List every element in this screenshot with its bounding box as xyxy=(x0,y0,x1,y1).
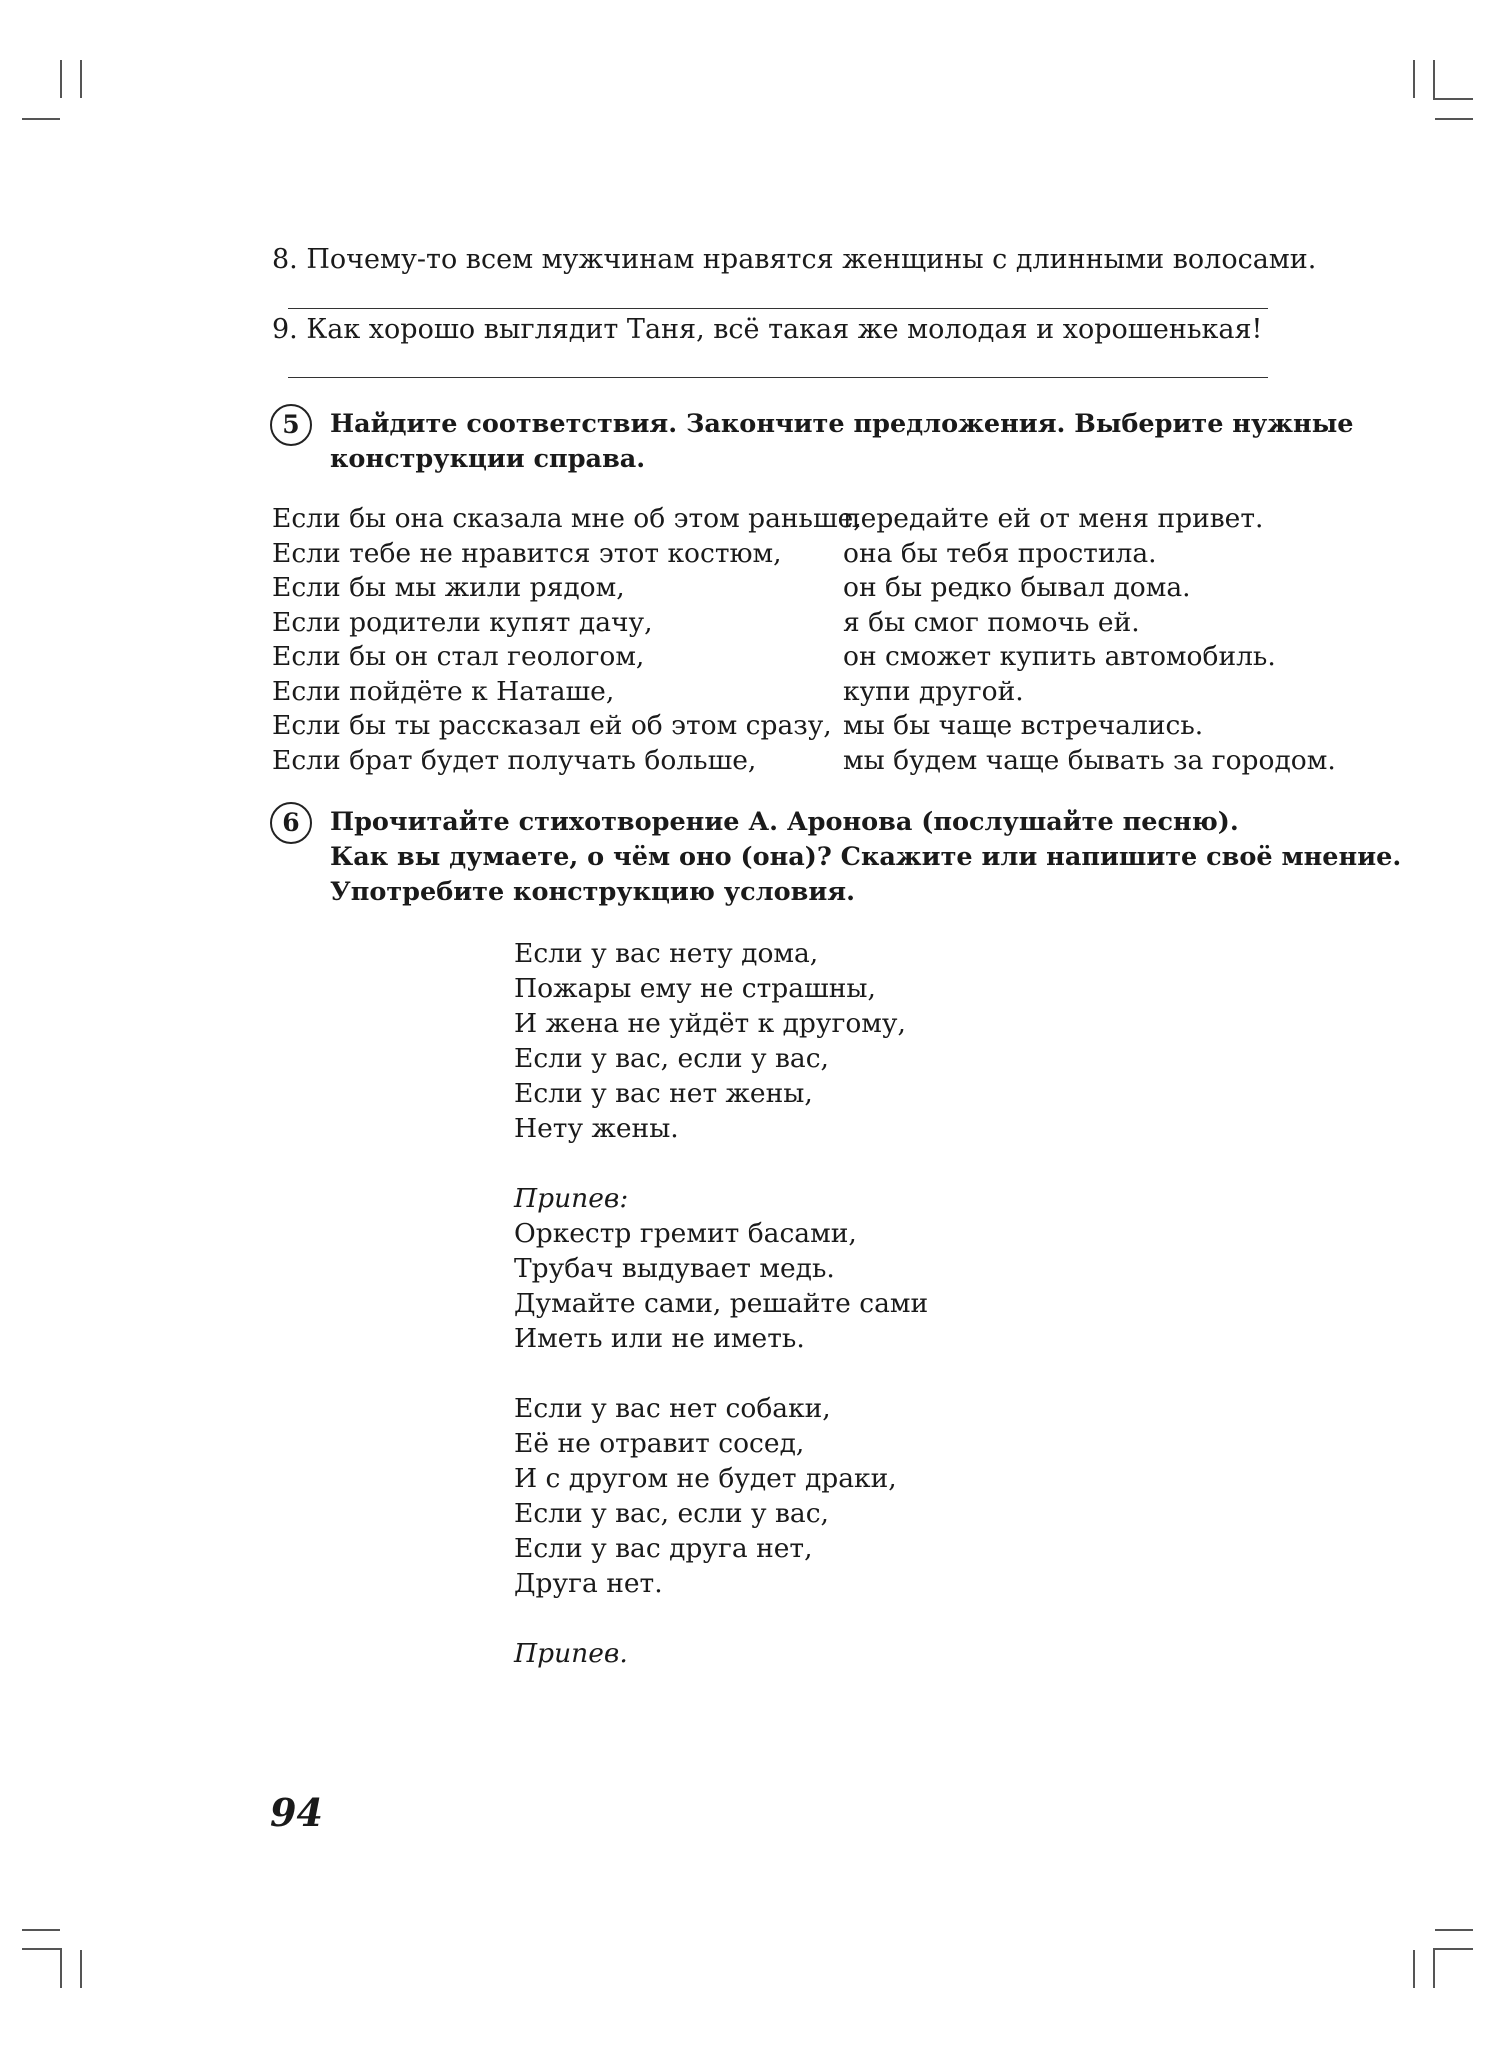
refrain-label: Припев: xyxy=(514,1183,629,1214)
exercise-5-left-column xyxy=(272,502,862,778)
exercise-5-instruction-line: Найдите соответствия. Закончите предложения. Выберите нужные xyxy=(330,409,1354,439)
sentence-start: Если пойдёте к Наташе, xyxy=(272,675,615,707)
sentence-start: Если бы мы жили рядом, xyxy=(272,572,625,603)
poem-line: Оркестр гремит басами, xyxy=(514,1218,857,1249)
poem-line: И с другом не будет драки, xyxy=(514,1463,897,1494)
sentence-start: Если родители купят дачу, xyxy=(272,606,653,638)
poem-line: Трубач выдувает медь. xyxy=(514,1253,835,1284)
poem-refrain-repeat xyxy=(514,1636,928,1671)
poem-line: И жена не уйдёт к другому, xyxy=(514,1008,906,1039)
sentence-start: Если тебе не нравится этот костюм, xyxy=(272,537,782,569)
exercise-5-instruction-line: конструкции справа. xyxy=(330,444,646,474)
refrain-end-label: Припев. xyxy=(514,1638,628,1669)
exercise-6-number-badge: 6 xyxy=(270,802,312,844)
poem-stanza-2 xyxy=(514,1391,928,1601)
sentence-start: Если бы она сказала мне об этом раньше, xyxy=(272,503,862,534)
poem-line: Если у вас нет собаки, xyxy=(514,1393,831,1424)
poem-line: Если у вас, если у вас, xyxy=(514,1043,829,1074)
exercise-6-instruction-line: Употребите конструкцию условия. xyxy=(330,877,855,907)
task-8-answer-line[interactable] xyxy=(288,308,1268,309)
sentence-ending: мы бы чаще встречались. xyxy=(843,710,1204,741)
exercise-5-right-column xyxy=(843,502,1336,778)
sentence-ending: купи другой. xyxy=(843,675,1024,707)
sentence-ending: она бы тебя простила. xyxy=(843,537,1157,569)
task-9-number: 9. xyxy=(272,314,298,345)
sentence-ending: я бы смог помочь ей. xyxy=(843,606,1140,638)
poem-line: Если у вас нету дома, xyxy=(514,938,819,969)
poem-line: Иметь или не иметь. xyxy=(514,1323,805,1354)
sentence-ending: мы будем чаще бывать за городом. xyxy=(843,744,1336,776)
poem-line: Друга нет. xyxy=(514,1568,663,1599)
task-9-answer-line[interactable] xyxy=(288,377,1268,378)
poem-line: Если у вас, если у вас, xyxy=(514,1498,829,1529)
task-8 xyxy=(272,243,1317,277)
task-9 xyxy=(272,313,1272,347)
sentence-ending: он сможет купить автомобиль. xyxy=(843,641,1276,672)
poem-stanza-1 xyxy=(514,936,928,1146)
poem-refrain xyxy=(514,1181,928,1356)
poem xyxy=(514,936,928,1706)
exercise-6-instruction-line: Прочитайте стихотворение А. Аронова (послушайте песню). xyxy=(330,807,1239,837)
poem-line: Нету жены. xyxy=(514,1113,679,1144)
exercise-6-instruction-line: Как вы думаете, о чём оно (она)? Скажите или напишите своё мнение. xyxy=(330,842,1402,872)
sentence-start: Если бы ты рассказал ей об этом сразу, xyxy=(272,710,832,741)
poem-line: Пожары ему не страшны, xyxy=(514,973,876,1004)
poem-line: Думайте сами, решайте сами xyxy=(514,1288,929,1319)
task-8-number: 8. xyxy=(272,244,298,275)
exercise-5-number-badge: 5 xyxy=(270,404,312,446)
sentence-start: Если брат будет получать больше, xyxy=(272,744,757,776)
poem-line: Если у вас нет жены, xyxy=(514,1078,813,1109)
exercise-6-instruction xyxy=(330,805,1402,910)
poem-line: Если у вас друга нет, xyxy=(514,1533,813,1564)
exercise-5-instruction xyxy=(330,407,1354,477)
poem-line: Её не отравит сосед, xyxy=(514,1428,805,1459)
task-9-text: Как хорошо выглядит Таня, всё такая же молодая и хорошенькая! xyxy=(306,314,1263,345)
sentence-start: Если бы он стал геологом, xyxy=(272,641,645,672)
task-8-text: Почему-то всем мужчинам нравятся женщины с длинными волосами. xyxy=(306,244,1317,275)
page-number: 94 xyxy=(270,1790,323,1835)
sentence-ending: он бы редко бывал дома. xyxy=(843,572,1191,603)
sentence-ending: передайте ей от меня привет. xyxy=(843,503,1264,534)
